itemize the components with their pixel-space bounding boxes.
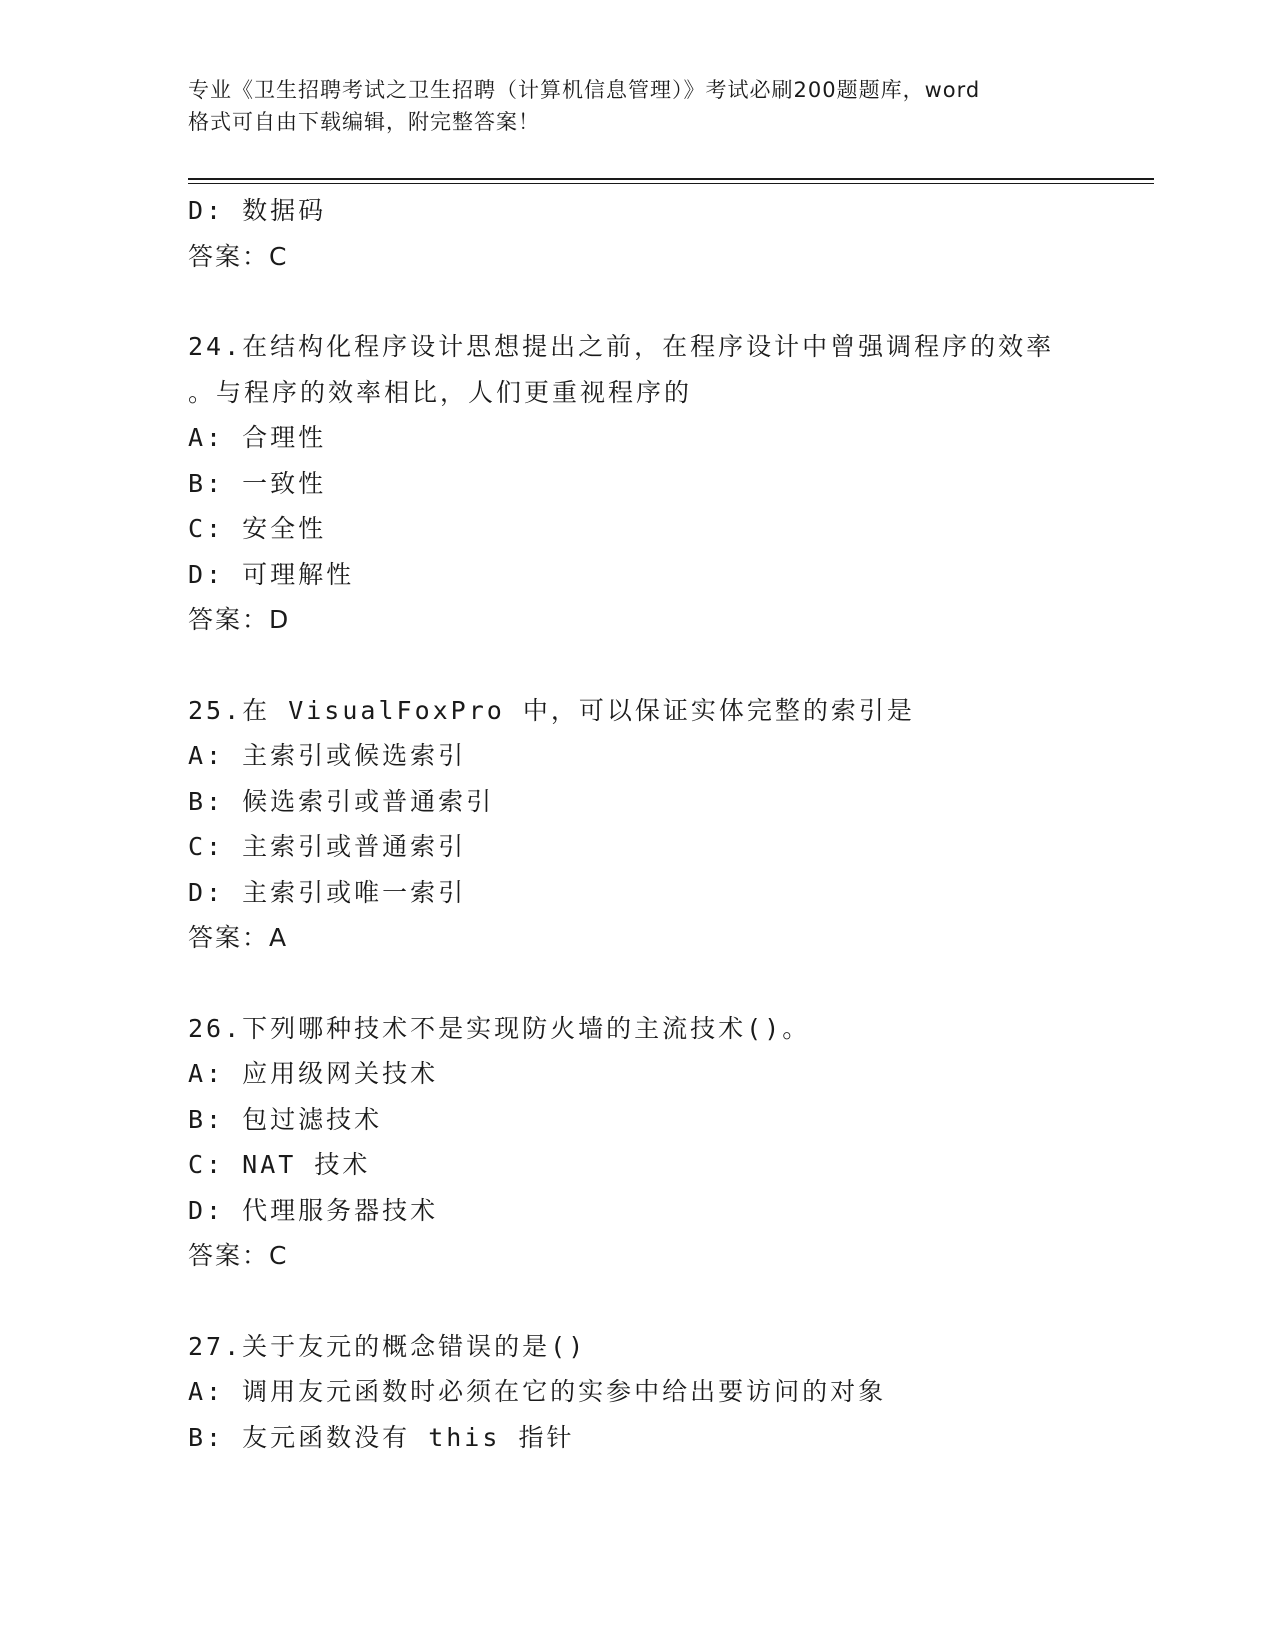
header-rule-thick bbox=[188, 178, 1154, 180]
document-header bbox=[188, 74, 1088, 138]
question-25 bbox=[188, 688, 1154, 961]
q26-option-d: D: 代理服务器技术 bbox=[188, 1195, 439, 1225]
q25-option-b: B: 候选索引或普通索引 bbox=[188, 786, 495, 816]
q26-option-b: B: 包过滤技术 bbox=[188, 1104, 383, 1134]
q25-answer: 答案：A bbox=[188, 923, 289, 952]
q24-stem-line-1: 24.在结构化程序设计思想提出之前，在程序设计中曾强调程序的效率 bbox=[188, 332, 1055, 361]
q26-option-c: C: NAT 技术 bbox=[188, 1150, 371, 1179]
q27-stem-line-1: 27.关于友元的概念错误的是() bbox=[188, 1331, 587, 1361]
q26-answer: 答案：C bbox=[188, 1241, 289, 1270]
q24-stem-line-2: 。与程序的效率相比，人们更重视程序的 bbox=[188, 377, 693, 407]
q24-option-c: C: 安全性 bbox=[188, 514, 327, 543]
spacer bbox=[188, 643, 1154, 688]
q24-option-b: B: 一致性 bbox=[188, 468, 327, 498]
q24-option-a: A: 合理性 bbox=[188, 423, 327, 452]
spacer bbox=[188, 279, 1154, 324]
question-26 bbox=[188, 1006, 1154, 1279]
question-27 bbox=[188, 1324, 1154, 1461]
spacer bbox=[188, 1279, 1154, 1324]
question-24 bbox=[188, 324, 1154, 643]
q24-answer: 答案：D bbox=[188, 605, 291, 634]
q25-option-d: D: 主索引或唯一索引 bbox=[188, 877, 467, 907]
q27-option-b: B: 友元函数没有 this 指针 bbox=[188, 1422, 575, 1452]
q23-option-d: D: 数据码 bbox=[188, 196, 327, 225]
q26-stem-line-1: 26.下列哪种技术不是实现防火墙的主流技术()。 bbox=[188, 1013, 811, 1043]
question-list bbox=[188, 188, 1154, 1460]
q24-option-d: D: 可理解性 bbox=[188, 559, 355, 589]
q25-option-a: A: 主索引或候选索引 bbox=[188, 741, 467, 770]
header-line-1: 专业《卫生招聘考试之卫生招聘（计算机信息管理）》考试必刷200题题库，word bbox=[188, 78, 981, 102]
header-line-2: 格式可自由下载编辑，附完整答案！ bbox=[188, 110, 540, 134]
q25-stem-line-1: 25.在 VisualFoxPro 中，可以保证实体完整的索引是 bbox=[188, 695, 915, 725]
q26-option-a: A: 应用级网关技术 bbox=[188, 1059, 439, 1088]
q23-answer: 答案：C bbox=[188, 241, 289, 271]
q25-option-c: C: 主索引或普通索引 bbox=[188, 832, 467, 861]
header-rule-thin bbox=[188, 183, 1154, 184]
spacer bbox=[188, 961, 1154, 1006]
q27-option-a: A: 调用友元函数时必须在它的实参中给出要访问的对象 bbox=[188, 1377, 887, 1406]
